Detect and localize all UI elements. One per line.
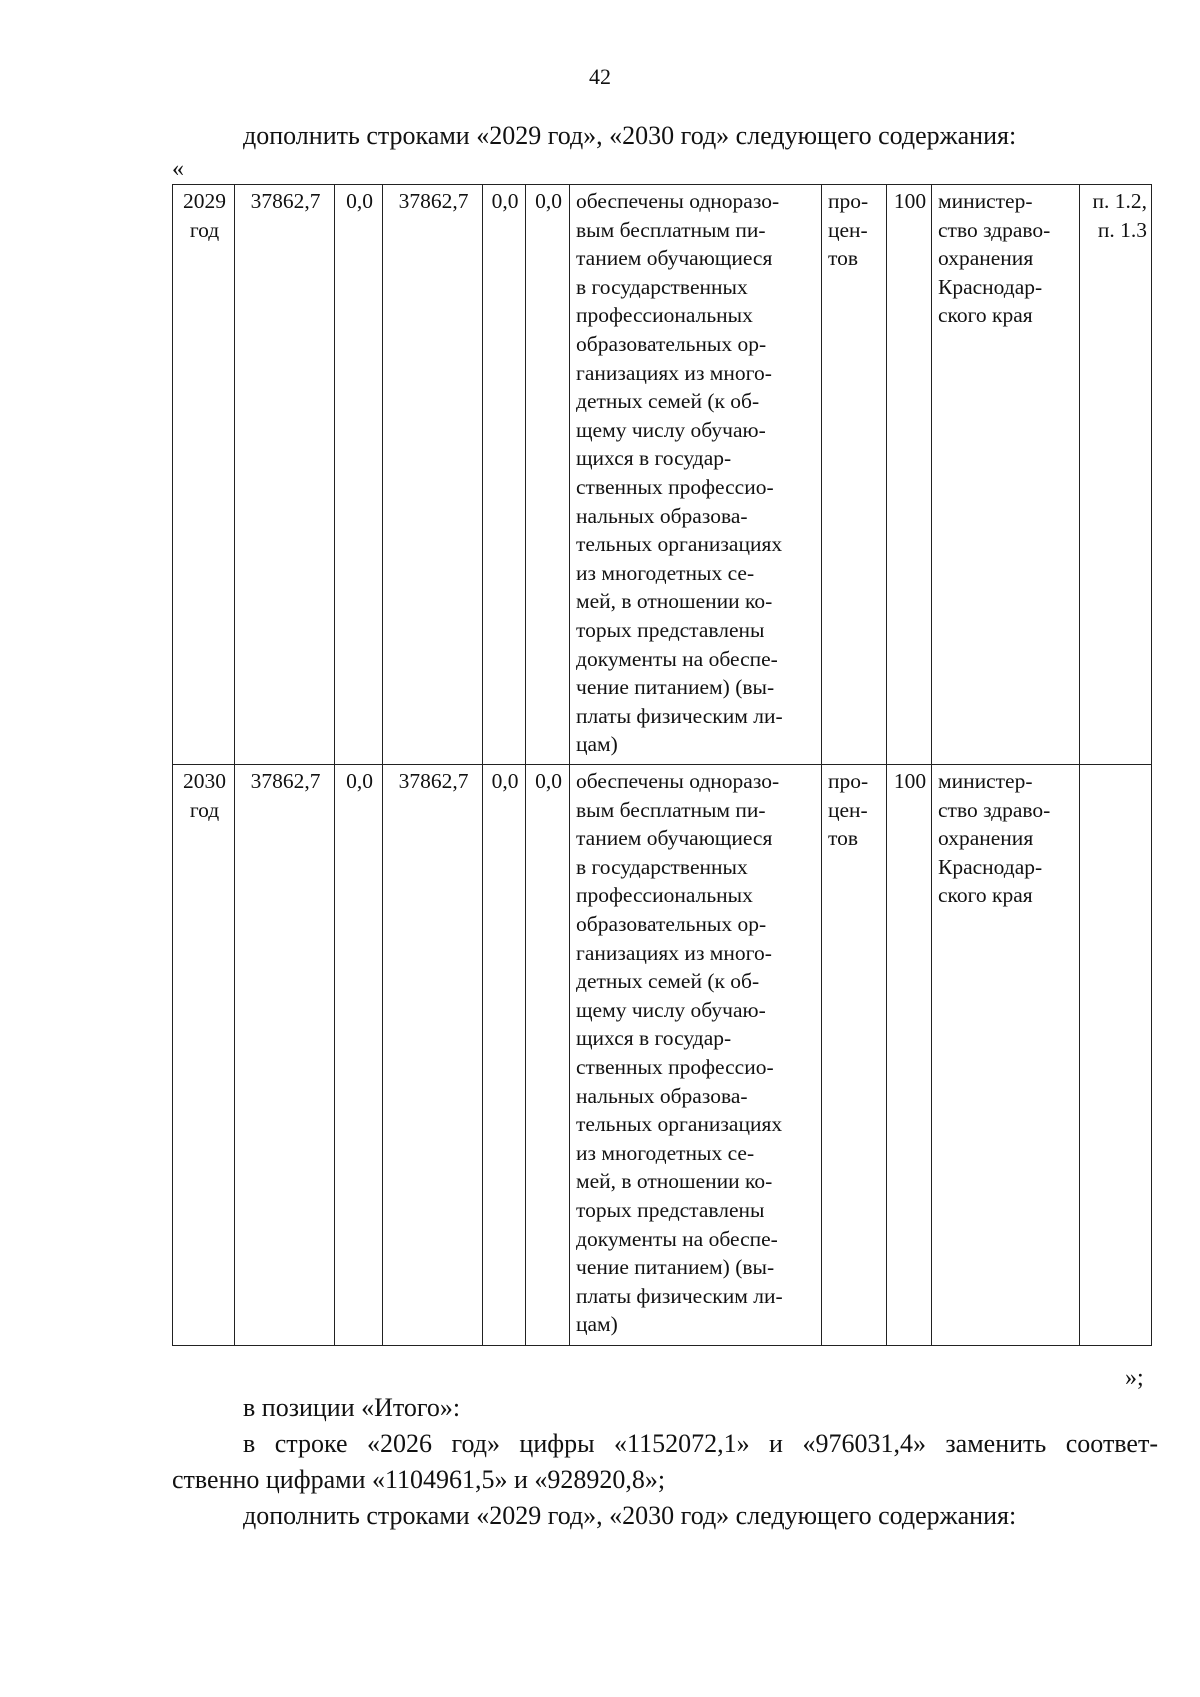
value-cell: 0,0 — [526, 185, 570, 765]
intro-paragraph: дополнить строками «2029 год», «2030 год» следующего содержания: — [243, 121, 1017, 150]
value-cell: 0,0 — [483, 185, 526, 765]
total-position-paragraph: в позиции «Итого»: — [243, 1393, 461, 1422]
organization-cell: министер- ство здраво- охранения Краснодар- ского края — [932, 185, 1080, 765]
value-cell: 37862,7 — [383, 185, 483, 765]
reference-cell: п. 1.2, п. 1.3 — [1080, 185, 1152, 765]
unit-cell: про- цен- тов — [822, 765, 887, 1346]
open-quote-mark: « — [172, 156, 184, 182]
value-cell: 0,0 — [335, 765, 383, 1346]
replace-figures-continuation: ственно цифрами «1104961,5» и «928920,8»; — [172, 1465, 666, 1494]
total-cell: 37862,7 — [235, 185, 335, 765]
year-cell: 2029 год — [173, 185, 235, 765]
replace-figures-paragraph: в строке «2026 год» цифры «1152072,1» и «976031,4» заменить соответ- — [243, 1429, 1158, 1458]
value-cell: 0,0 — [526, 765, 570, 1346]
page-number: 42 — [589, 64, 611, 89]
year-cell: 2030 год — [173, 765, 235, 1346]
add-rows-paragraph: дополнить строками «2029 год», «2030 год» следующего содержания: — [243, 1501, 1017, 1530]
close-quote-mark: »; — [1125, 1365, 1144, 1391]
indicator-value-cell: 100 — [887, 185, 932, 765]
reference-cell — [1080, 765, 1152, 1346]
value-cell: 0,0 — [335, 185, 383, 765]
indicator-description-cell: обеспечены одноразо- вым бесплатным пи- танием обучающиеся в государственных профессиональных образовательных ор- ганизациях из много- детных семей (к об- щему числу обучаю- щихся в государ- ственных профессио- нальных образова- тельных организациях из многодетных се- мей, в отношении ко- торых представлены документы на обеспе- чение питанием) (вы- платы физическим ли- цам) — [570, 765, 822, 1346]
organization-cell: министер- ство здраво- охранения Краснодар- ского края — [932, 765, 1080, 1346]
indicator-description-cell: обеспечены одноразо- вым бесплатным пи- танием обучающиеся в государственных профессиональных образовательных ор- ганизациях из много- детных семей (к об- щему числу обучаю- щихся в государ- ственных профессио- нальных образова- тельных организациях из многодетных се- мей, в отношении ко- торых представлены документы на обеспе- чение питанием) (вы- платы физическим ли- цам) — [570, 185, 822, 765]
unit-cell: про- цен- тов — [822, 185, 887, 765]
value-cell: 37862,7 — [383, 765, 483, 1346]
total-cell: 37862,7 — [235, 765, 335, 1346]
value-cell: 0,0 — [483, 765, 526, 1346]
indicator-value-cell: 100 — [887, 765, 932, 1346]
table-row-2030 — [173, 765, 1152, 1346]
program-table — [172, 184, 1152, 1346]
table-row-2029 — [173, 185, 1152, 765]
